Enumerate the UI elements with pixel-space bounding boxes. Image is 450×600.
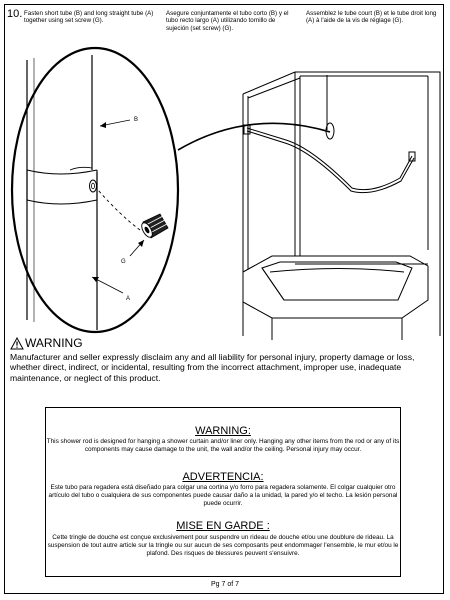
notice-text-french: Cette tringle de douche est conçue exclusivement pour suspendre un rideau de douche et/ou une doublure de rideau. La suspension de tout autre article sur la tringle ou sur aucun de ses composants peut endommager l'ensemble, le mur et/ou le plafond. Des risques de blessures peuvent s'ensuivre. xyxy=(47,534,399,557)
step-instruction-english: Fasten short tube (B) and long straight tube (A) together using set screw (G). xyxy=(24,10,154,25)
liability-disclaimer: Manufacturer and seller expressly disclaim any and all liability for personal injury, property damage or loss, whether direct, indirect, or incidental, resulting from the incorrect attachment, improper use, inadequate maintenance, or neglect of this product. xyxy=(10,352,415,383)
bathtub-enclosure-drawing xyxy=(243,72,440,340)
step-number: 10. xyxy=(7,8,23,20)
notice-text-spanish: Este tubo para regadera está diseñado para colgar una cortina y/o forro para regadera solamente. El colgar cualquier otro artículo del tubo o cualquiera de sus componentes puede causar daño a la unidad, la pared y/o el techo. La lesión personal puede ocurrir. xyxy=(48,484,398,507)
notice-text-english: This shower rod is designed for hanging a shower curtain and/or liner only. Hanging any other items from the rod or any of its components may cause damage to the unit, the wall and/or the ceiling. Personal injury may occur. xyxy=(46,438,400,453)
page-number: Pg 7 of 7 xyxy=(210,581,240,588)
notice-title-english: WARNING: xyxy=(195,425,251,437)
notice-title-spanish: ADVERTENCIA: xyxy=(182,471,264,483)
notice-title-french: MISE EN GARDE : xyxy=(176,520,270,532)
warning-triangle-icon xyxy=(10,337,24,350)
step-instruction-french: Assemblez le tube court (B) et le tube droit long (A) à l'aide de la vis de réglage (G). xyxy=(306,10,437,25)
warning-heading-text: WARNING xyxy=(25,336,83,350)
assembly-illustration xyxy=(0,40,450,340)
step-instruction-spanish: Asegure conjuntamente el tubo corto (B) y el tubo recto largo (A) utilizando tornillo de sujeción (set screw) (G). xyxy=(166,10,289,32)
multilingual-warning-box xyxy=(45,407,401,577)
label-a: A xyxy=(126,296,131,302)
label-g: G xyxy=(121,259,126,265)
label-b: B xyxy=(134,117,139,123)
warning-heading xyxy=(10,336,83,350)
